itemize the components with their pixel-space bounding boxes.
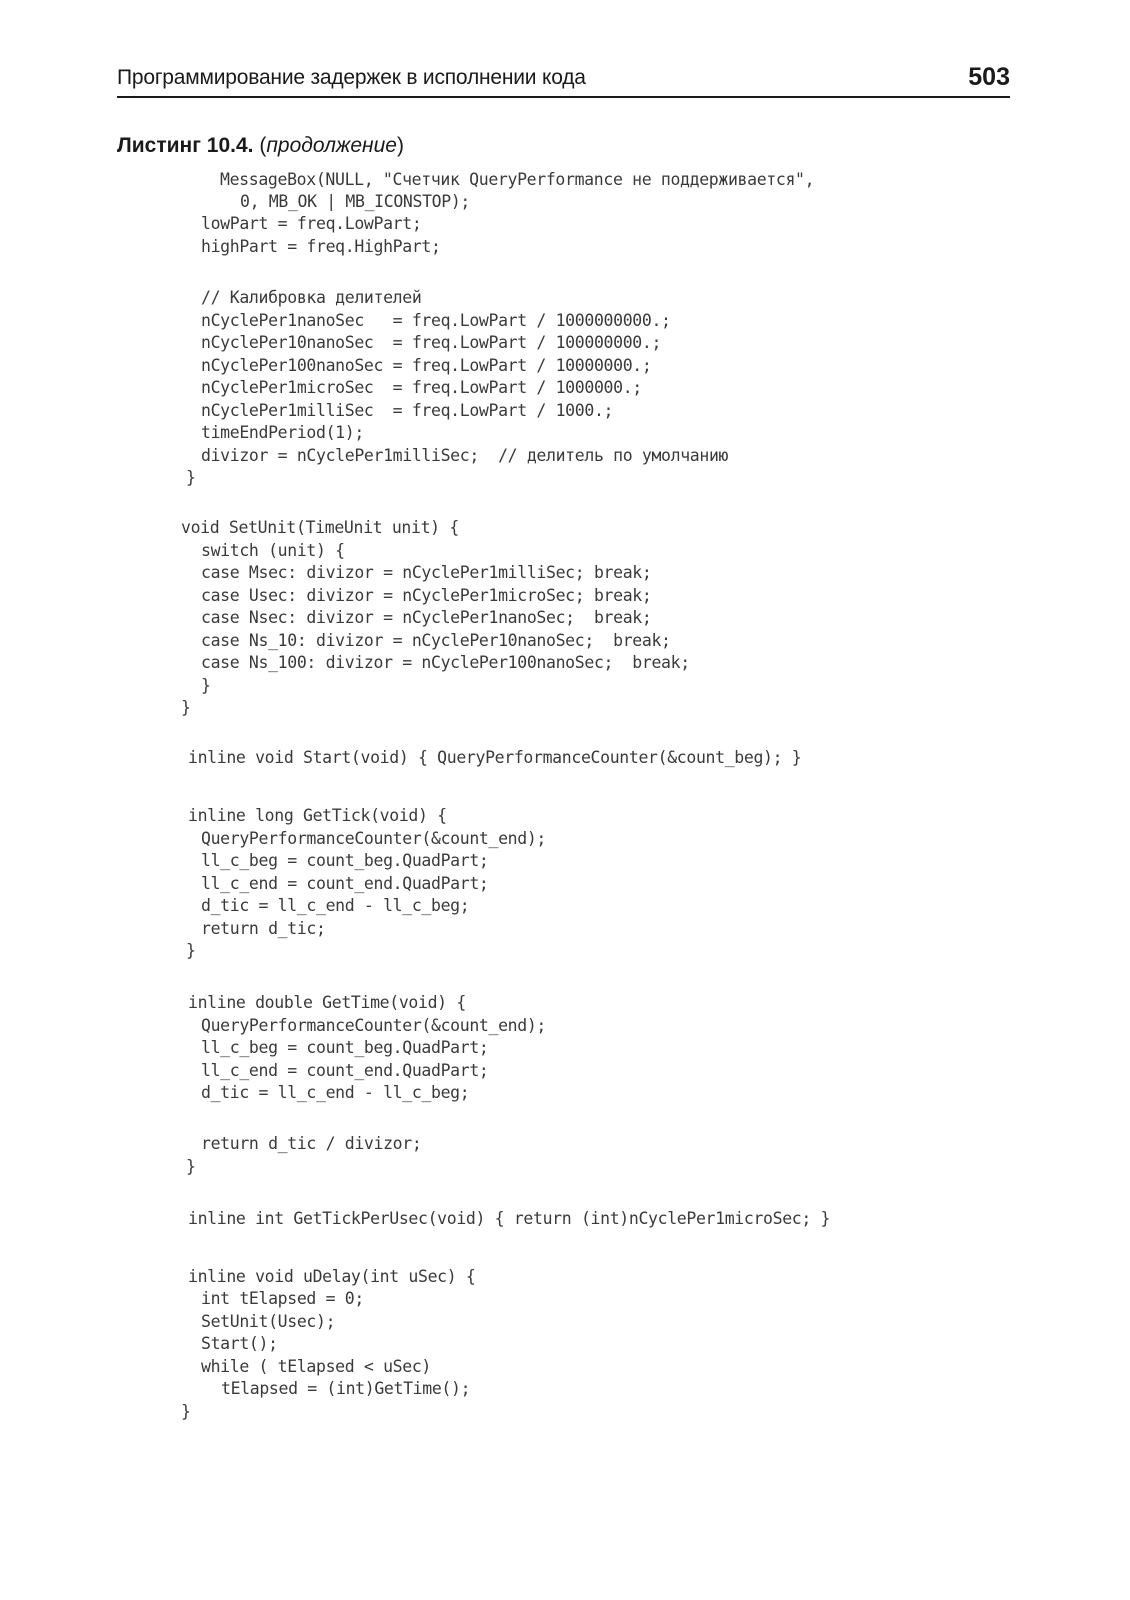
code-line: case Msec: divizor = nCyclePer1milliSec; break; bbox=[201, 563, 652, 582]
code-line: ll_c_beg = count_beg.QuadPart; bbox=[201, 1038, 489, 1057]
page-header bbox=[117, 58, 1010, 98]
code-line: ll_c_end = count_end.QuadPart; bbox=[201, 1061, 489, 1080]
code-line: timeEndPeriod(1); bbox=[201, 423, 364, 442]
code-line: } bbox=[201, 676, 211, 695]
code-line: nCyclePer10nanoSec = freq.LowPart / 100000000.; bbox=[201, 333, 662, 352]
code-line: case Usec: divizor = nCyclePer1microSec; break; bbox=[201, 586, 652, 605]
running-title: Программирование задержек в исполнении кода bbox=[117, 66, 586, 89]
code-line: d_tic = ll_c_end - ll_c_beg; bbox=[201, 896, 470, 915]
code-line: void SetUnit(TimeUnit unit) { bbox=[181, 518, 459, 537]
code-line: } bbox=[186, 468, 196, 487]
code-line: return d_tic; bbox=[201, 919, 326, 938]
code-line: ll_c_beg = count_beg.QuadPart; bbox=[201, 851, 489, 870]
code-line: MessageBox(NULL, "Счетчик QueryPerformance не поддерживается", bbox=[220, 170, 815, 189]
code-line: Start(); bbox=[201, 1334, 278, 1353]
code-line: case Nsec: divizor = nCyclePer1nanoSec; break; bbox=[201, 608, 652, 627]
code-line: QueryPerformanceCounter(&count_end); bbox=[201, 1016, 547, 1035]
code-line: nCyclePer1microSec = freq.LowPart / 1000000.; bbox=[201, 378, 642, 397]
code-line: inline double GetTime(void) { bbox=[188, 993, 466, 1012]
listing-note-close-paren: ) bbox=[396, 134, 404, 157]
code-line: case Ns_10: divizor = nCyclePer10nanoSec; break; bbox=[201, 631, 671, 650]
code-line: } bbox=[181, 698, 191, 717]
code-line: nCyclePer1nanoSec = freq.LowPart / 1000000000.; bbox=[201, 311, 671, 330]
code-line: inline long GetTick(void) { bbox=[188, 806, 447, 825]
listing-caption bbox=[117, 134, 404, 158]
code-line: nCyclePer100nanoSec = freq.LowPart / 10000000.; bbox=[201, 356, 652, 375]
code-line: // Калибровка делителей bbox=[201, 288, 422, 307]
listing-label: Листинг 10.4. bbox=[117, 134, 254, 157]
code-line: switch (unit) { bbox=[201, 541, 345, 560]
code-line: return d_tic / divizor; bbox=[201, 1134, 422, 1153]
code-line: while ( tElapsed < uSec) bbox=[201, 1357, 432, 1376]
page-number: 503 bbox=[968, 63, 1010, 91]
code-line: QueryPerformanceCounter(&count_end); bbox=[201, 829, 547, 848]
code-line: case Ns_100: divizor = nCyclePer100nanoSec; break; bbox=[201, 653, 690, 672]
code-line: int tElapsed = 0; bbox=[201, 1289, 364, 1308]
code-line: } bbox=[181, 1402, 191, 1421]
code-line: d_tic = ll_c_end - ll_c_beg; bbox=[201, 1083, 470, 1102]
code-line: ll_c_end = count_end.QuadPart; bbox=[201, 874, 489, 893]
code-line: divizor = nCyclePer1milliSec; // делитель по умолчанию bbox=[201, 446, 729, 465]
code-line: 0, MB_OK | MB_ICONSTOP); bbox=[240, 192, 471, 211]
code-line: tElapsed = (int)GetTime(); bbox=[221, 1379, 471, 1398]
code-line: inline int GetTickPerUsec(void) { return (int)nCyclePer1microSec; } bbox=[188, 1209, 831, 1228]
code-line: SetUnit(Usec); bbox=[201, 1312, 336, 1331]
code-line: nCyclePer1milliSec = freq.LowPart / 1000.; bbox=[201, 401, 614, 420]
listing-note-open-paren: ( bbox=[259, 134, 267, 157]
code-line: inline void Start(void) { QueryPerformanceCounter(&count_beg); } bbox=[188, 748, 802, 767]
code-line: } bbox=[186, 1157, 196, 1176]
code-line: highPart = freq.HighPart; bbox=[201, 237, 441, 256]
code-line: } bbox=[186, 941, 196, 960]
code-line: inline void uDelay(int uSec) { bbox=[188, 1267, 476, 1286]
listing-note: продолжение bbox=[266, 134, 397, 157]
code-line: lowPart = freq.LowPart; bbox=[201, 214, 422, 233]
